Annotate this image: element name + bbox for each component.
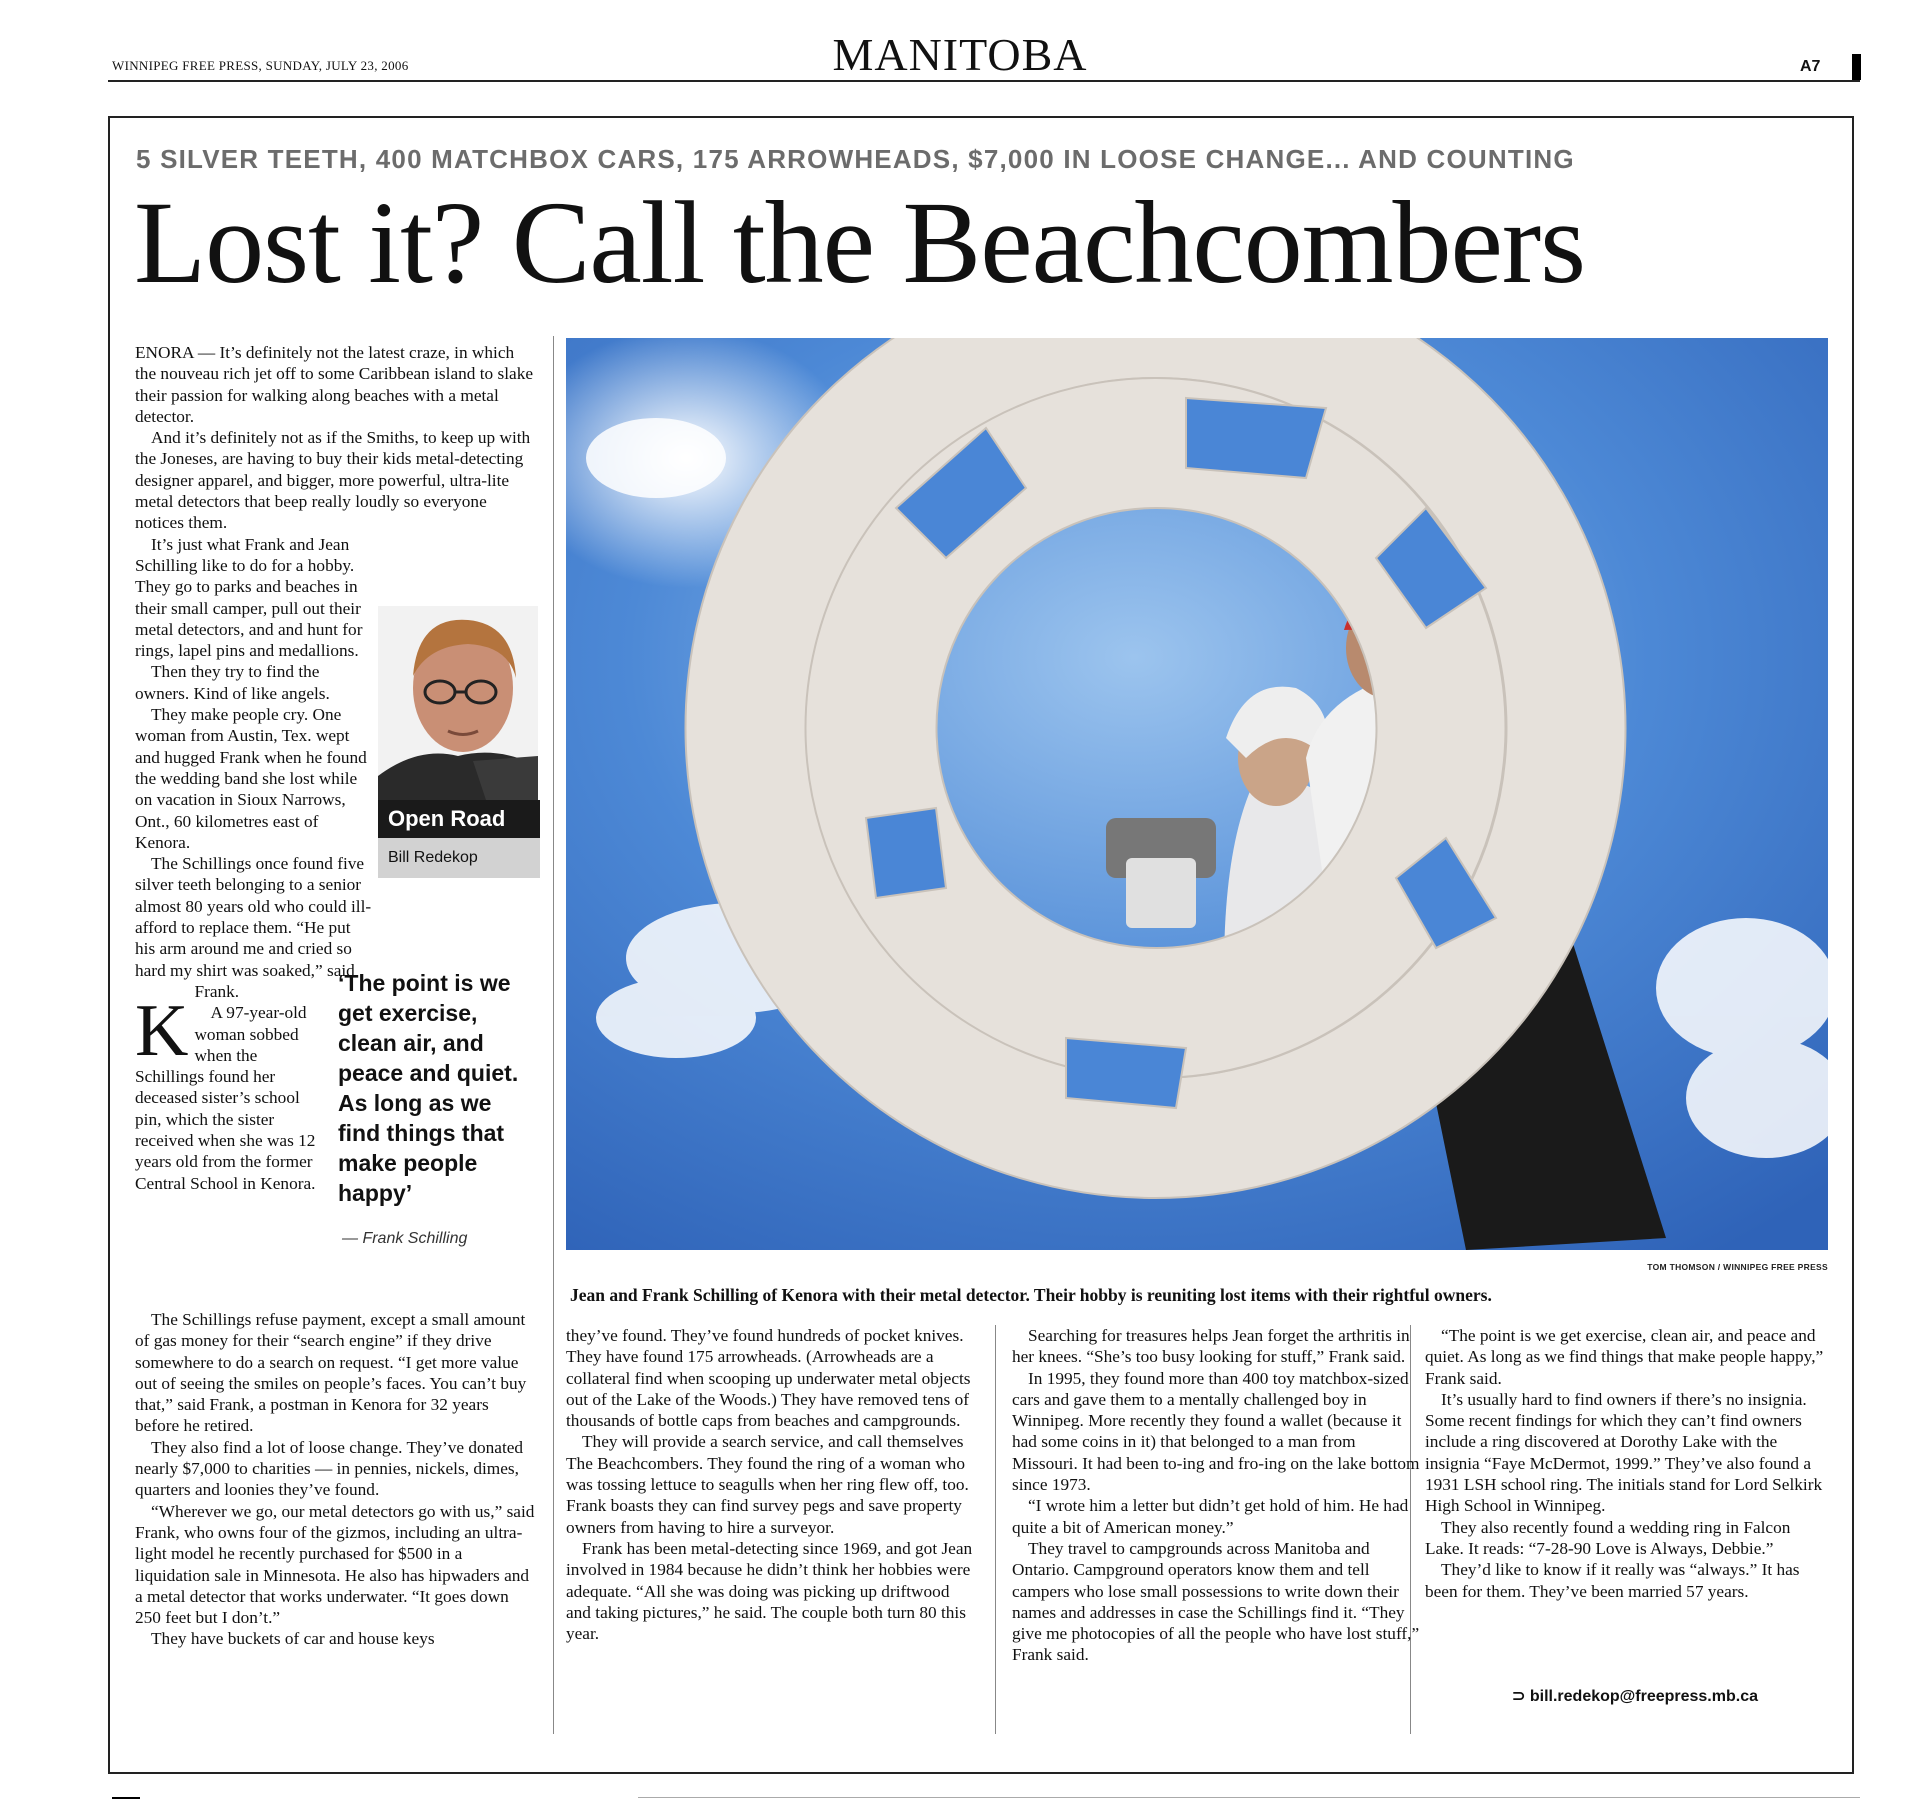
- columnist-name: Bill Redekop: [378, 838, 540, 878]
- paragraph: “Wherever we go, our metal detectors go with us,” said Frank, who owns four of the gizmos, including an ultra-light model he recently purchased for $500 in a liquidation sale in Minnesota. He also has hipwaders and a metal detector that works underwater. “It goes down 250 feet but I don’t.”: [135, 1501, 535, 1628]
- feature-photo: [566, 338, 1828, 1250]
- paragraph: They make people cry. One woman from Austin, Tex. wept and hugged Frank when he found the wedding band she lost while on vacation in Sioux Narrows, Ont., 60 kilometres east of Kenora.: [135, 705, 367, 852]
- column-label: Open Road: [378, 800, 540, 838]
- arrow-icon: ⊃: [1512, 1688, 1530, 1705]
- article-kicker: 5 SILVER TEETH, 400 MATCHBOX CARS, 175 ARROWHEADS, $7,000 IN LOOSE CHANGE... AND COUNTING: [136, 144, 1575, 174]
- dropcap: K: [135, 990, 189, 1072]
- column-3: [1012, 1325, 1420, 1666]
- paragraph: they’ve found. They’ve found hundreds of pocket knives. They have found 175 arrowheads. (Arrowheads are a collateral find when scooping up underwater metal objects out of the Lake of the Woods.) They have removed tens of thousands of bottle caps from beaches and campgrounds.: [566, 1326, 971, 1431]
- paragraph: ENORA — It’s definitely not the latest craze, in which the nouveau rich jet off to some Caribbean island to slake their passion for walking along beaches with a metal detector.: [135, 343, 534, 426]
- paragraph: The Schillings refuse payment, except a small amount of gas money for their “search engine” if they drive somewhere to do a search on request. “I get more value out of seeing the smiles on people’s faces. You can’t buy that,” said Frank, a postman in Kenora for 32 years before he retired.: [135, 1310, 527, 1436]
- paragraph: It’s usually hard to find owners if there’s no insignia. Some recent findings for which they can’t find owners include a ring discovered at Dorothy Lake with the insignia “Faye McDermot, 1999.” They’ve also found a 1931 LSH school ring. The initials stand for Lord Selkirk High School in Winnipeg.: [1425, 1389, 1823, 1516]
- paragraph: Searching for treasures helps Jean forget the arthritis in her knees. “She’s too busy looking for stuff,” Frank said.: [1012, 1326, 1410, 1367]
- author-email: bill.redekop@freepress.mb.ca: [1529, 1688, 1758, 1705]
- page-marker-bar: [1852, 54, 1861, 80]
- column-rule: [553, 336, 554, 1734]
- paragraph: A 97-year-old woman sobbed when the Schillings found her deceased sister’s school pin, which the sister received when she was 12 years old from the former Central School in Kenora.: [135, 1003, 316, 1193]
- column-1-bottom: [135, 1309, 537, 1650]
- paragraph: They’d like to know if it really was “always.” It has been for them. They’ve been married 57 years.: [1425, 1560, 1800, 1601]
- column-4: [1425, 1325, 1827, 1602]
- pull-quote-attribution: — Frank Schilling: [342, 1230, 468, 1247]
- paragraph: “The point is we get exercise, clean air, and peace and quiet. As long as we find things that make people happy,” Frank said.: [1425, 1326, 1824, 1388]
- paragraph: Then they try to find the owners. Kind of like angels.: [135, 662, 330, 703]
- paragraph: They also recently found a wedding ring in Falcon Lake. It reads: “7-28-90 Love is Always, Debbie.”: [1425, 1517, 1791, 1558]
- column-2: [566, 1325, 974, 1644]
- section-title: MANITOBA: [832, 29, 1088, 80]
- photo-caption: Jean and Frank Schilling of Kenora with their metal detector. Their hobby is reuniting lost items with their rightful owners.: [570, 1285, 1492, 1305]
- pull-quote: ‘The point is we get exercise, clean air, and peace and quiet. As long as we find things that make people happy’: [338, 970, 519, 1206]
- author-email-link[interactable]: [1512, 1686, 1758, 1706]
- page-number: A7: [1800, 58, 1821, 75]
- top-rule: [108, 80, 1860, 82]
- article-headline: Lost it? Call the Beachcombers: [134, 177, 1586, 308]
- paragraph: The Schillings once found five silver teeth belonging to a senior almost 80 years old who could ill-afford to replace them. “He put his arm around me and cried so hard my shirt was soaked,” said Frank.: [135, 854, 372, 1001]
- paragraph: Frank has been metal-detecting since 1969, and got Jean involved in 1984 because he didn’t think her hobbies were adequate. “All she was doing was picking up driftwood and taking pictures,” he said. The couple both turn 80 this year.: [566, 1538, 973, 1644]
- bottom-mark: [112, 1797, 140, 1799]
- paragraph: In 1995, they found more than 400 toy matchbox-sized cars and gave them to a mentally challenged boy in Winnipeg. More recently they found a wallet (because it had some coins in it) that belonged to a man from Missouri. It had been to-ing and fro-ing on the lake bottom since 1973.: [1012, 1368, 1420, 1495]
- photo-credit: TOM THOMSON / WINNIPEG FREE PRESS: [1647, 1262, 1828, 1272]
- paragraph: They will provide a search service, and call themselves The Beachcombers. They found the ring of a woman who was tossing lettuce to seagulls when her ring flew off, too. Frank boasts they can find survey pegs and save property owners from having to hire a surveyor.: [566, 1432, 969, 1537]
- paragraph: “I wrote him a letter but didn’t get hold of him. He had quite a bit of American money.”: [1012, 1496, 1409, 1537]
- paragraph: They also find a lot of loose change. They’ve donated nearly $7,000 to charities — in pennies, nickels, dimes, quarters and loonies they’ve found.: [135, 1437, 524, 1500]
- paragraph: It’s just what Frank and Jean Schilling like to do for a hobby. They go to parks and beaches in their small camper, pull out their metal detectors, and and hunt for rings, lapel pins and medallions.: [135, 534, 363, 661]
- columnist-photo: [378, 606, 538, 806]
- paragraph: They travel to campgrounds across Manitoba and Ontario. Campground operators know them and tell campers who lose small possessions to write down their names and addresses in case the Schillings find it. “They give me photocopies of all the people who have lost stuff,” Frank said.: [1012, 1538, 1420, 1665]
- paragraph: They have buckets of car and house keys: [151, 1629, 435, 1649]
- column-rule: [995, 1325, 996, 1734]
- paragraph: And it’s definitely not as if the Smiths, to keep up with the Joneses, are having to buy their kids metal-detecting designer apparel, and bigger, more powerful, ultra-lite metal detectors that beep really loudly so everyone notices them.: [135, 428, 531, 533]
- folio-dateline: WINNIPEG FREE PRESS, SUNDAY, JULY 23, 2006: [112, 58, 409, 73]
- bottom-rule: [638, 1797, 1860, 1798]
